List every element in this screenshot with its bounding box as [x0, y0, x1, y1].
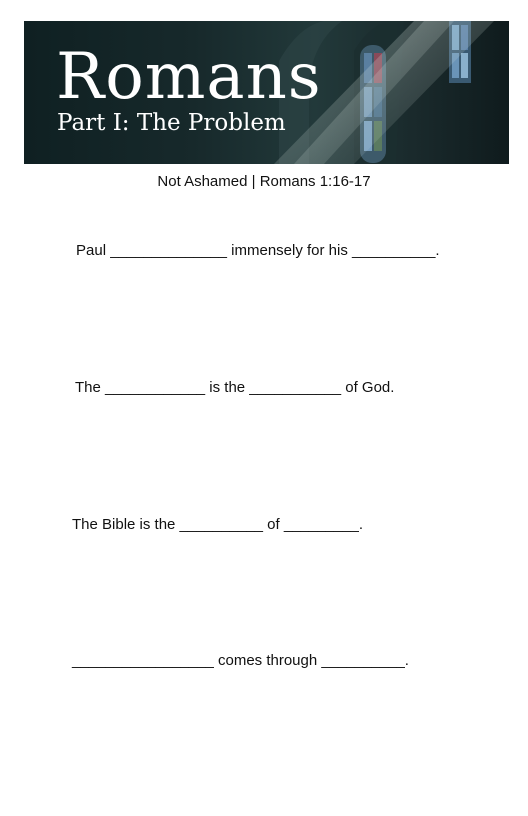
fill-in-line-2: The ____________ is the ___________ of God. [75, 379, 395, 396]
header-banner [24, 21, 509, 164]
sermon-reference: Not Ashamed | Romans 1:16-17 [157, 173, 371, 190]
fill-in-line-1: Paul ______________ immensely for his __________. [76, 242, 440, 259]
series-subtitle: Part I: The Problem [57, 110, 286, 136]
series-title: Romans [56, 40, 322, 114]
fill-in-line-3: The Bible is the __________ of _________. [72, 516, 364, 533]
fill-in-line-4: _________________ comes through __________. [72, 652, 409, 669]
